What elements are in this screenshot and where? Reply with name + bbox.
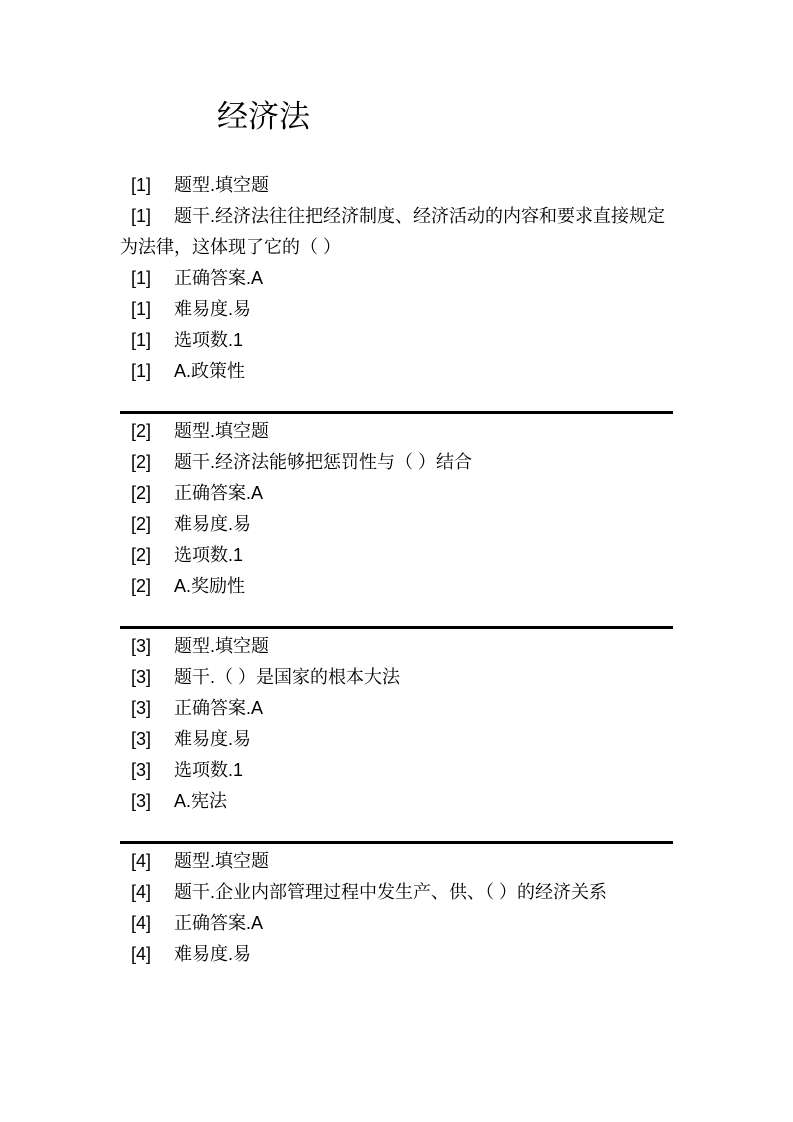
field-text: 题干.经济法能够把惩罚性与（ ）结合 bbox=[174, 452, 473, 472]
field-text: 难易度.易 bbox=[174, 514, 252, 534]
question-number: [4] bbox=[131, 913, 152, 933]
question-number: [2] bbox=[131, 483, 152, 503]
field-text: A.宪法 bbox=[174, 791, 228, 811]
question-field bbox=[120, 263, 673, 294]
field-text: 题干.经济法往往把经济制度、经济活动的内容和要求直接规定为法律，这体现了它的（ ） bbox=[120, 206, 665, 257]
document-title: 经济法 bbox=[217, 99, 310, 134]
question-field bbox=[120, 447, 673, 478]
question-field bbox=[120, 908, 673, 939]
question-field bbox=[120, 662, 673, 693]
question-list bbox=[120, 170, 673, 970]
question-number: [2] bbox=[131, 514, 152, 534]
question-number: [4] bbox=[131, 944, 152, 964]
question-field bbox=[120, 877, 673, 908]
question-number: [1] bbox=[131, 361, 152, 381]
field-text: 正确答案.A bbox=[174, 698, 264, 718]
question-field bbox=[120, 571, 673, 602]
question-field bbox=[120, 356, 673, 387]
question-field bbox=[120, 325, 673, 356]
question-number: [3] bbox=[131, 636, 152, 656]
question-number: [3] bbox=[131, 760, 152, 780]
question-block bbox=[120, 631, 673, 817]
question-field bbox=[120, 540, 673, 571]
field-text: 选项数.1 bbox=[174, 545, 244, 565]
question-field bbox=[120, 294, 673, 325]
field-text: 难易度.易 bbox=[174, 944, 252, 964]
field-text: 正确答案.A bbox=[174, 483, 264, 503]
question-number: [2] bbox=[131, 452, 152, 472]
field-text: 题干.企业内部管理过程中发生产、供、（ ）的经济关系 bbox=[174, 882, 607, 902]
question-number: [3] bbox=[131, 729, 152, 749]
question-number: [1] bbox=[131, 330, 152, 350]
question-number: [2] bbox=[131, 421, 152, 441]
question-field bbox=[120, 724, 673, 755]
question-number: [4] bbox=[131, 882, 152, 902]
question-block bbox=[120, 170, 673, 387]
question-field bbox=[120, 846, 673, 877]
question-number: [3] bbox=[131, 667, 152, 687]
field-text: 正确答案.A bbox=[174, 268, 264, 288]
question-field bbox=[120, 509, 673, 540]
field-text: 选项数.1 bbox=[174, 330, 244, 350]
section-divider bbox=[120, 841, 673, 844]
field-text: 题干.（ ）是国家的根本大法 bbox=[174, 667, 401, 687]
question-number: [1] bbox=[131, 299, 152, 319]
question-number: [2] bbox=[131, 545, 152, 565]
question-number: [4] bbox=[131, 851, 152, 871]
question-field bbox=[120, 693, 673, 724]
field-text: 正确答案.A bbox=[174, 913, 264, 933]
question-block bbox=[120, 416, 673, 602]
question-number: [1] bbox=[131, 268, 152, 288]
field-text: 选项数.1 bbox=[174, 760, 244, 780]
question-field bbox=[120, 478, 673, 509]
section-divider bbox=[120, 411, 673, 414]
field-text: 题型.填空题 bbox=[174, 851, 270, 871]
question-number: [3] bbox=[131, 698, 152, 718]
question-field bbox=[120, 939, 673, 970]
field-text: 题型.填空题 bbox=[174, 175, 270, 195]
field-text: 难易度.易 bbox=[174, 729, 252, 749]
field-text: 难易度.易 bbox=[174, 299, 252, 319]
field-text: A.奖励性 bbox=[174, 576, 246, 596]
question-block bbox=[120, 846, 673, 970]
question-field bbox=[120, 631, 673, 662]
question-field bbox=[120, 170, 673, 201]
section-divider bbox=[120, 626, 673, 629]
question-number: [1] bbox=[131, 175, 152, 195]
field-text: 题型.填空题 bbox=[174, 421, 270, 441]
field-text: 题型.填空题 bbox=[174, 636, 270, 656]
field-text: A.政策性 bbox=[174, 361, 246, 381]
question-number: [2] bbox=[131, 576, 152, 596]
question-field bbox=[120, 416, 673, 447]
question-field bbox=[120, 201, 673, 263]
question-field bbox=[120, 786, 673, 817]
question-number: [1] bbox=[131, 206, 152, 226]
question-field bbox=[120, 755, 673, 786]
question-number: [3] bbox=[131, 791, 152, 811]
